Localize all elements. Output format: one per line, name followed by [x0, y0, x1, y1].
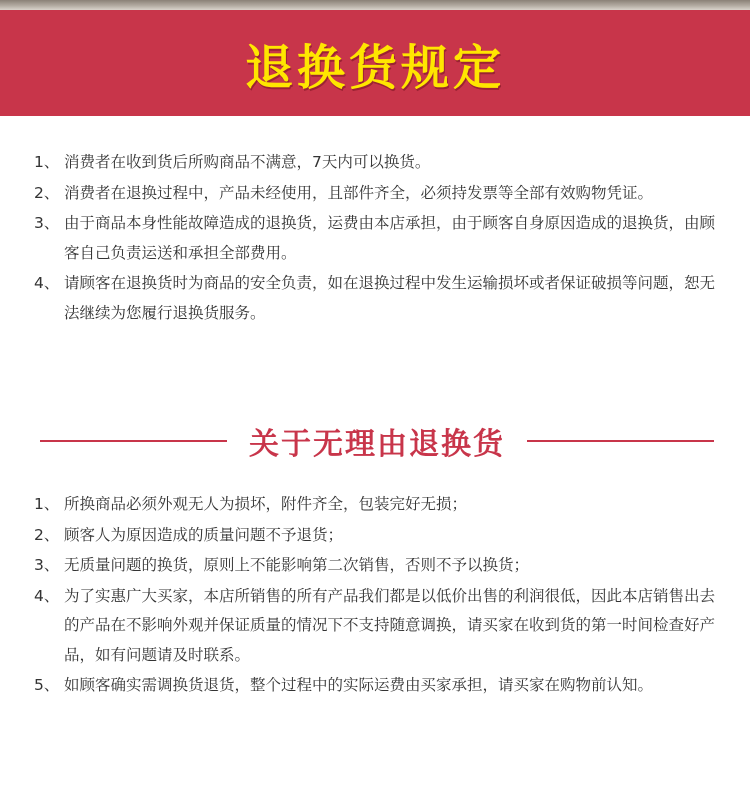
- list-item: [34, 179, 724, 209]
- list-item-text: 请顾客在退换货时为商品的安全负责，如在退换过程中发生运输损坏或者保证破损等问题，恕无法继续为您履行退换货服务。: [64, 274, 716, 322]
- no-reason-return-list: [34, 490, 724, 702]
- list-item: [34, 551, 724, 581]
- list-item-text: 消费者在退换过程中，产品未经使用，且部件齐全，必须持发票等全部有效购物凭证。: [64, 183, 654, 202]
- list-item-number: 3、: [34, 556, 60, 574]
- list-item: [34, 521, 724, 551]
- list-item-text: 消费者在收到货后所购商品不满意，7天内可以换货。: [64, 153, 431, 171]
- list-item: [34, 671, 724, 701]
- list-item-text: 如顾客确实需调换货退货，整个过程中的实际运费由买家承担，请买家在购物前认知。: [64, 676, 654, 694]
- list-item-number: 5、: [34, 676, 60, 694]
- list-item-text: 为了实惠广大买家，本店所销售的所有产品我们都是以低价出售的利润很低，因此本店销售出去的产品在不影响外观并保证质量的情况下不支持随意调换，请买家在收到货的第一时间检查好产品，如有问题请及时联系。: [64, 586, 716, 664]
- list-item-number: 2、: [34, 183, 60, 202]
- list-item-number: 4、: [34, 586, 60, 605]
- list-item-text: 所换商品必须外观无人为损坏，附件齐全，包装完好无损；: [64, 495, 468, 513]
- page-title: 退换货规定: [244, 39, 505, 96]
- divider-left: [40, 440, 227, 442]
- title-banner: [0, 10, 750, 116]
- list-item: [34, 148, 724, 178]
- list-item: [34, 582, 724, 671]
- list-item-text: 由于商品本身性能故障造成的退换货，运费由本店承担，由于顾客自身原因造成的退换货，由顾客自己负责运送和承担全部费用。: [64, 214, 716, 262]
- list-item: [34, 269, 724, 328]
- list-item-text: 无质量问题的换货，原则上不能影响第二次销售，否则不予以换货；: [64, 556, 530, 574]
- section-title: 关于无理由退换货: [249, 427, 505, 462]
- section-header: [40, 412, 714, 470]
- list-item: [34, 490, 724, 520]
- return-rules-list: [34, 148, 724, 329]
- top-photo-strip: [0, 0, 750, 10]
- list-item-number: 1、: [34, 495, 60, 513]
- list-item-number: 2、: [34, 525, 60, 544]
- list-item-number: 3、: [34, 214, 60, 232]
- list-item-text: 顾客人为原因造成的质量问题不予退货；: [64, 525, 344, 544]
- list-item-number: 1、: [34, 153, 60, 171]
- list-item: [34, 209, 724, 268]
- list-item-number: 4、: [34, 274, 60, 292]
- divider-right: [527, 440, 714, 442]
